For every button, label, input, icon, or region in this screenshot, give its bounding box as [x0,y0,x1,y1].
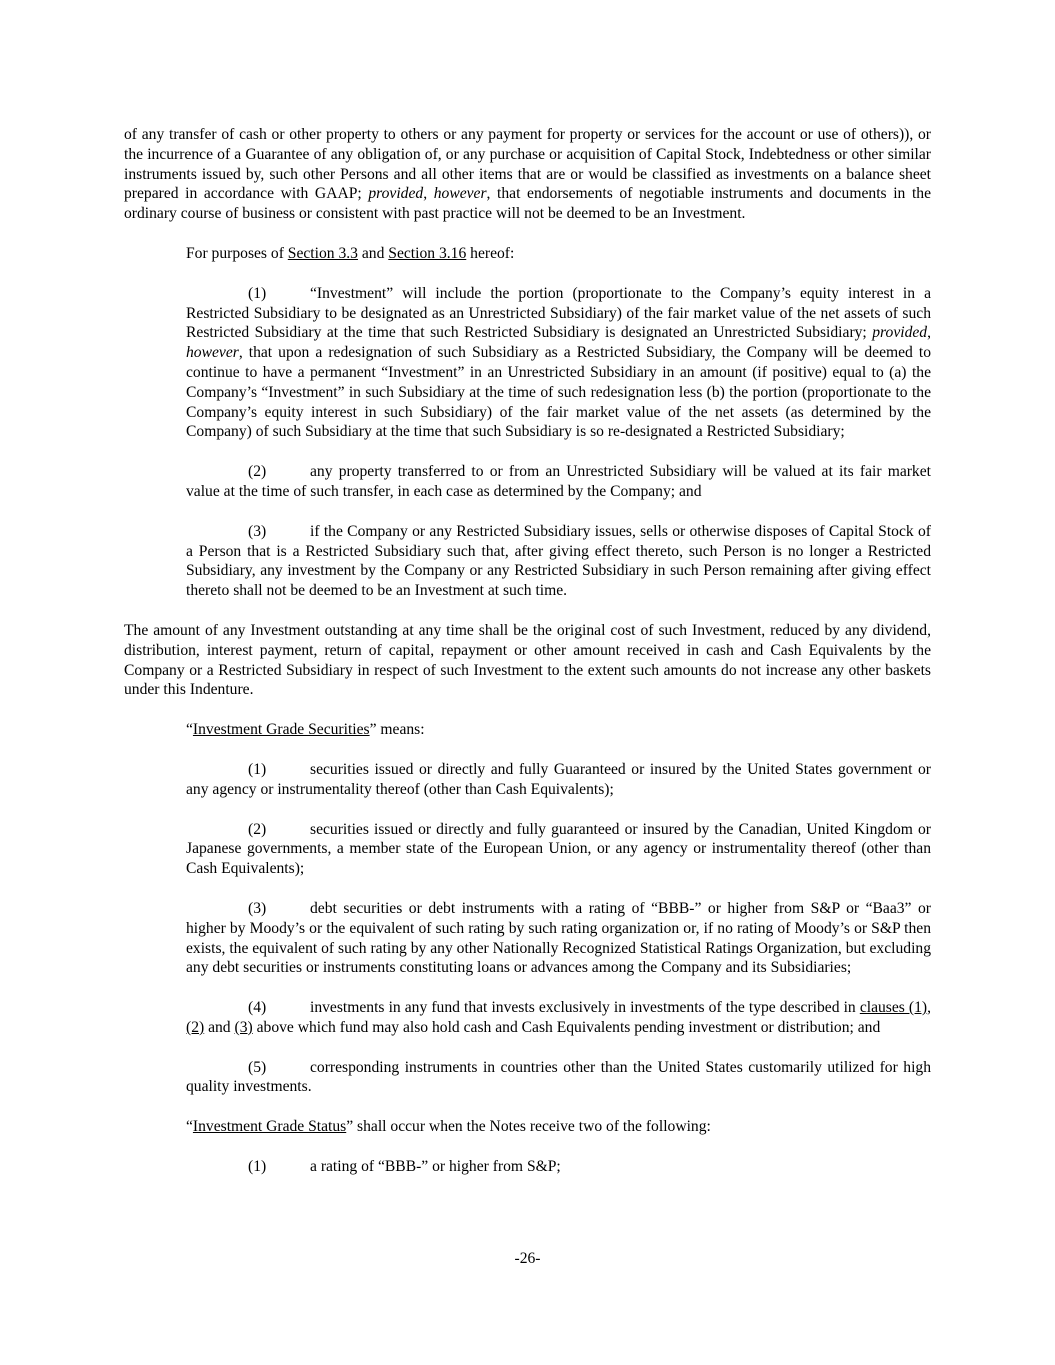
item-number: (5) [248,1058,267,1076]
purpose-item-2: (2) any property transferred to or from an Unrestricted Subsidiary will be valued at its fair market value at the time of such transfer, in each case as determined by the Company; and [186,463,931,500]
clause-3-link[interactable]: (3) [234,1018,253,1036]
igst-term: Investment Grade Status [192,1118,347,1136]
amount-paragraph: The amount of any Investment outstanding at any time shall be the original cost of such Investment, reduced by any dividend, distribution, interest payment, return of capital, repayment or other amount received in cash and Cash Equivalents by the Company or a Restricted Subsidiary in respect of such Investment to the extent such amounts do not increase any other baskets under this Indenture. [124,621,931,699]
item-number: (2) [248,820,267,838]
purpose-item-3: (3) if the Company or any Restricted Subsidiary issues, sells or otherwise disposes of Capital Stock of a Person that is a Restricted Subsidiary such that, after giving effect thereto, such Person is no longer a Restricted Subsidiary, any investment by the Company or any Restricted Subsidiary in such Person remaining after giving effect thereto shall not be deemed to be an Investment at such time. [186,522,931,600]
document-body [124,125,931,1177]
igs-term: Investment Grade Securities [192,721,370,739]
igst-item-1: (1) a rating of “BBB-” or higher from S&P; [248,1158,561,1176]
item-number: (1) [248,760,267,778]
igst-definition: “Investment Grade Status” shall occur when the Notes receive two of the following: [186,1118,711,1136]
item-number: (4) [248,999,267,1017]
section-3-3-link[interactable]: Section 3.3 [287,244,358,262]
igs-item-5: (5) corresponding instruments in countries other than the United States customarily utilized for high quality investments. [186,1058,931,1096]
igs-item-2: (2) securities issued or directly and fully guaranteed or insured by the Canadian, United Kingdom or Japanese governments, a member state of the European Union, or any agency or instrumentality thereof (other than Cash Equivalents); [186,820,931,878]
purposes-intro: For purposes of Section 3.3 and Section 3.16 hereof: [186,244,515,262]
item-number: (1) [248,1158,267,1176]
section-3-16-link[interactable]: Section 3.16 [388,244,467,262]
item-number: (1) [248,284,267,302]
page-number: -26- [514,1250,541,1267]
igs-item-4: (4) investments in any fund that invests exclusively in investments of the type described in clauses (1), (2) and (3) above which fund may also hold cash and Cash Equivalents pending investment or distribution; and [186,999,931,1036]
item-number: (3) [248,899,267,917]
item-number: (2) [248,463,267,481]
opening-paragraph: of any transfer of cash or other property to others or any payment for property or services for the account or use of others)), or the incurrence of a Guarantee of any obligation of, or any purchase or acquisition of Capital Stock, Indebtedness or other similar instruments issued by, such other Persons and all other items that are or would be classified as investments on a balance sheet prepared in accordance with GAAP; provided, however, that endorsements of negotiable instruments and documents in the ordinary course of business or consistent with past practice will not be deemed to be an Investment. [124,126,932,223]
igs-definition: “Investment Grade Securities” means: [186,721,425,739]
purpose-item-1: (1) “Investment” will include the portion (proportionate to the Company’s equity interest in a Restricted Subsidiary to be designated as an Unrestricted Subsidiary) of the fair market value of the net assets of such Restricted Subsidiary at the time that such Restricted Subsidiary is designated an Unrestricted Subsidiary; provided, however, that upon a redesignation of such Subsidiary as a Restricted Subsidiary, the Company will be deemed to continue to have a permanent “Investment” in an Unrestricted Subsidiary in an amount (if positive) equal to (a) the Company’s “Investment” in such Subsidiary at the time of such redesignation less (b) the portion (proportionate to the Company’s equity interest in such Subsidiary) of the fair market value of the net assets (as determined by the Company) of such Subsidiary at the time that such Subsidiary is so re-designated a Restricted Subsidiary; [186,284,931,441]
igs-item-1: (1) securities issued or directly and fully Guaranteed or insured by the United States government or any agency or instrumentality thereof (other than Cash Equivalents); [186,760,931,798]
item-number: (3) [248,522,267,540]
clause-2-link[interactable]: (2) [186,1018,205,1036]
igs-item-3: (3) debt securities or debt instruments with a rating of “BBB-” or higher from S&P or “Baa3” or higher by Moody’s or the equivalent of such rating by such rating organization or, if no rating of Moody’s or S&P then exists, the equivalent of such rating by any other Nationally Recognized Statistical Ratings Organization, but excluding any debt securities or instruments constituting loans or advances among the Company and its Subsidiaries; [186,899,932,977]
clause-1-link[interactable]: clauses (1) [859,999,928,1017]
